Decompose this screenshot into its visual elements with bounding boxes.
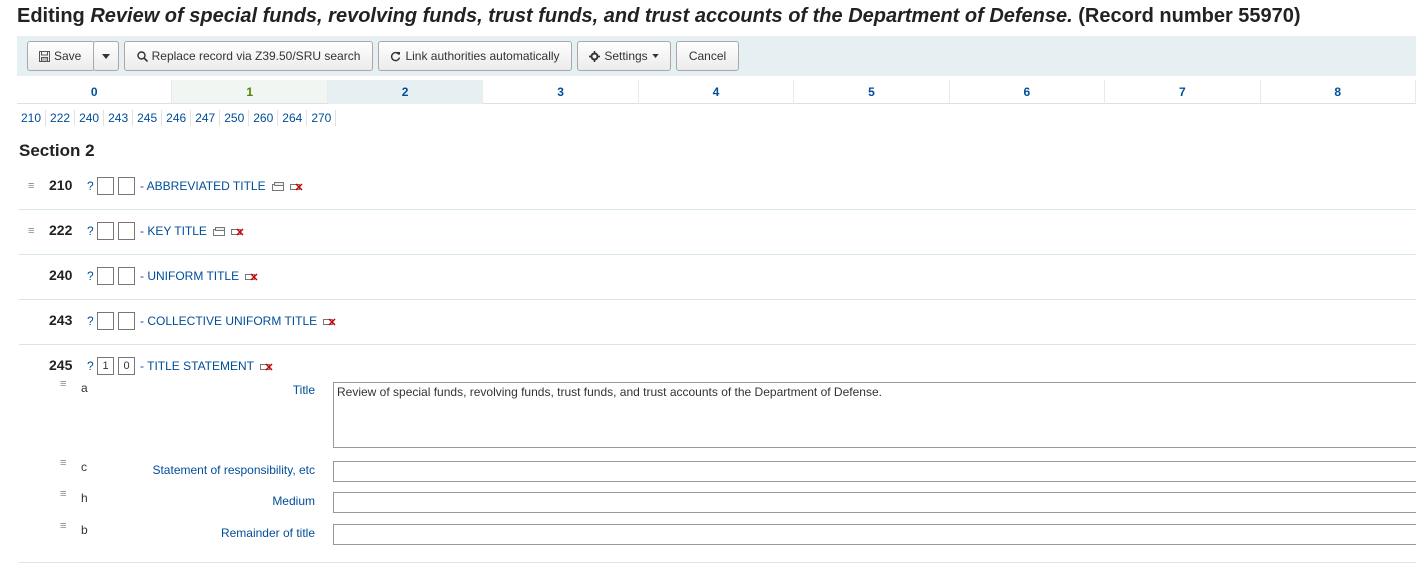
caret-down-icon (102, 54, 110, 59)
subfield-code: h (81, 491, 88, 505)
drag-handle-icon[interactable]: ≡ (60, 378, 67, 390)
tab-6[interactable]: 6 (950, 80, 1105, 104)
save-button[interactable] (27, 41, 95, 71)
delete-field-icon[interactable] (290, 182, 303, 191)
gear-icon (589, 51, 600, 62)
tab-1[interactable]: 1 (172, 80, 327, 104)
tab-7[interactable]: 7 (1105, 80, 1260, 104)
field-tag: 245 (49, 357, 73, 373)
field-row-222 (19, 219, 1416, 255)
field-label-text[interactable]: - UNIFORM TITLE (140, 269, 240, 283)
tag-link-243[interactable]: 243 (104, 110, 133, 126)
settings-button[interactable] (577, 41, 671, 71)
field-row-210 (19, 174, 1416, 210)
tab-2[interactable]: 2 (328, 80, 483, 104)
subfield-label: Statement of responsibility, etc (152, 463, 315, 477)
tag-link-270[interactable]: 270 (307, 110, 336, 126)
medium-input[interactable] (333, 492, 1416, 513)
save-icon (39, 51, 50, 62)
field-row-243 (19, 309, 1416, 345)
tab-4[interactable]: 4 (639, 80, 794, 104)
title-textarea[interactable] (333, 382, 1416, 448)
subfield-code: b (81, 523, 88, 537)
field-tag: 243 (49, 312, 73, 328)
indicator-1-input[interactable] (97, 177, 114, 195)
cancel-label: Cancel (688, 49, 727, 63)
indicator-1-input[interactable] (97, 267, 114, 285)
field-label (140, 224, 244, 238)
replace-record-button[interactable] (124, 41, 373, 71)
field-label-text[interactable]: - ABBREVIATED TITLE (140, 179, 266, 193)
subfield-label: Title (292, 383, 315, 397)
search-icon (137, 51, 148, 62)
record-number: (Record number 55970) (1078, 5, 1301, 27)
field-label (140, 359, 273, 373)
delete-field-icon[interactable] (231, 227, 244, 236)
delete-field-icon[interactable] (323, 317, 336, 326)
tab-0[interactable]: 0 (17, 80, 172, 104)
toolbar (17, 36, 1416, 76)
drag-handle-icon[interactable]: ≡ (60, 457, 67, 469)
statement-of-responsibility-input[interactable] (333, 461, 1416, 482)
field-label (140, 314, 336, 328)
field-label-text[interactable]: - KEY TITLE (140, 224, 207, 238)
section-title: Section 2 (19, 141, 95, 160)
caret-down-icon (652, 54, 659, 58)
section-tabs (17, 80, 1416, 104)
subfield-label: Medium (272, 494, 315, 508)
tag-link-260[interactable]: 260 (249, 110, 278, 126)
field-label-text[interactable]: - COLLECTIVE UNIFORM TITLE (140, 314, 318, 328)
field-help-link[interactable]: ? (87, 224, 94, 238)
indicator-2-input[interactable] (118, 267, 135, 285)
clone-field-icon[interactable] (213, 227, 225, 236)
field-label-text[interactable]: - TITLE STATEMENT (140, 359, 255, 373)
indicator-2-input[interactable] (118, 357, 135, 375)
save-dropdown-button[interactable] (93, 41, 119, 71)
link-authorities-button[interactable] (378, 41, 572, 71)
field-label (140, 179, 303, 193)
tag-link-246[interactable]: 246 (162, 110, 191, 126)
tag-navigation (17, 110, 336, 126)
tab-8[interactable]: 8 (1261, 80, 1416, 104)
field-tag: 222 (49, 222, 73, 238)
tag-link-210[interactable]: 210 (17, 110, 46, 126)
remainder-of-title-input[interactable] (333, 524, 1416, 545)
tag-link-240[interactable]: 240 (75, 110, 104, 126)
field-help-link[interactable]: ? (87, 314, 94, 328)
indicator-2-input[interactable] (118, 222, 135, 240)
field-row-240 (19, 264, 1416, 300)
tab-3[interactable]: 3 (483, 80, 638, 104)
tab-5[interactable]: 5 (794, 80, 949, 104)
indicator-2-input[interactable] (118, 312, 135, 330)
drag-handle-icon[interactable]: ≡ (28, 180, 35, 192)
tag-link-250[interactable]: 250 (220, 110, 249, 126)
save-label: Save (54, 49, 82, 63)
indicator-1-input[interactable] (97, 357, 114, 375)
refresh-icon (390, 51, 401, 62)
drag-handle-icon[interactable]: ≡ (28, 225, 35, 237)
field-label (140, 269, 258, 283)
subfield-code: a (81, 381, 88, 395)
subfield-code: c (81, 460, 87, 474)
field-tag: 240 (49, 267, 73, 283)
field-help-link[interactable]: ? (87, 179, 94, 193)
field-help-link[interactable]: ? (87, 359, 94, 373)
indicator-1-input[interactable] (97, 312, 114, 330)
drag-handle-icon[interactable]: ≡ (60, 488, 67, 500)
tag-link-247[interactable]: 247 (191, 110, 220, 126)
link-authorities-label: Link authorities automatically (405, 49, 560, 63)
tag-link-264[interactable]: 264 (278, 110, 307, 126)
tag-link-245[interactable]: 245 (133, 110, 162, 126)
delete-field-icon[interactable] (260, 362, 273, 371)
record-title: Review of special funds, revolving funds, trust funds, and trust accounts of the Department of Defense. (90, 5, 1073, 27)
indicator-2-input[interactable] (118, 177, 135, 195)
settings-label: Settings (604, 49, 648, 63)
clone-field-icon[interactable] (272, 182, 284, 191)
field-help-link[interactable]: ? (87, 269, 94, 283)
tag-link-222[interactable]: 222 (46, 110, 75, 126)
page-title: Editing Review of special funds, revolving funds, trust funds, and trust accounts of the Department of Defense. (Record number 55970) (17, 5, 1301, 27)
replace-record-label: Replace record via Z39.50/SRU search (151, 49, 361, 63)
delete-field-icon[interactable] (245, 272, 258, 281)
subfield-label: Remainder of title (220, 526, 315, 540)
drag-handle-icon[interactable]: ≡ (60, 520, 67, 532)
indicator-1-input[interactable] (97, 222, 114, 240)
field-tag: 210 (49, 177, 73, 193)
cancel-button[interactable] (676, 41, 739, 71)
